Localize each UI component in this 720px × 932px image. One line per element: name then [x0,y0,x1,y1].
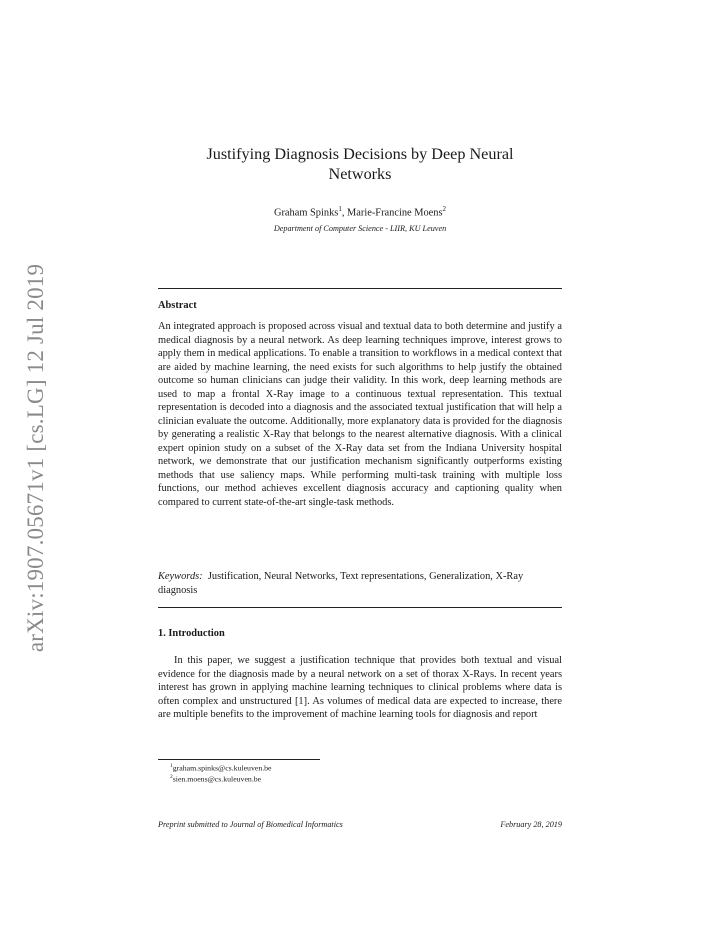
abstract-heading: Abstract [158,300,197,311]
paper-title: Justifying Diagnosis Decisions by Deep Neural Networks [206,145,514,183]
preprint-date: February 28, 2019 [500,820,562,829]
footnote-marker: 1 [338,205,342,213]
footnote [170,763,272,773]
footnote-rule [158,759,320,760]
author-name: Marie-Francine Moens [347,207,443,219]
footnote-mark: 1 [170,763,173,769]
keywords-text: Justification, Neural Networks, Text representations, Generalization, X-Ray diagnosis [158,571,524,596]
footnote [170,774,261,784]
author-separator: , [341,207,348,219]
section-heading: 1. Introduction [158,628,225,639]
keywords-label: Keywords: [158,571,203,582]
abstract-text: An integrated approach is proposed across visual and textual data to both determine and justify a medical diagnosis by a neural network. As deep learning techniques improve, interest grows to apply them in medical applications. To enable a transition to workflows in a medical context that are aided by machine learning, the need exists for such algorithms to help justify the obtained outcome so human clinicians can judge their validity. In this work, deep learning methods are used to map a frontal X-Ray image to a continuous textual representation. This textual representation is decoded into a diagnosis and the associated textual justification that will help a clinician evaluate the outcome. Additionally, more explanatory data is provided for the diagnosis by generating a realistic X-Ray that belongs to the nearest alternative diagnosis. With a clinical expert opinion study on a subset of the X-Ray data set from the Indiana University hospital network, we demonstrate that our justification mechanism significantly outperforms existing methods that use saliency maps. While performing multi-task training with multiple loss functions, our method achieves excellent diagnosis accuracy and captioning quality when compared to current state-of-the-art single-task methods. [158,321,562,508]
abstract-top-rule [158,288,562,289]
footnote-email: graham.spinks@cs.kuleuven.be [172,763,272,773]
footnote-mark: 2 [170,774,173,780]
arxiv-identifier [16,258,56,658]
footnote-marker: 2 [442,205,447,213]
abstract-bottom-rule [158,607,562,608]
preprint-note: Preprint submitted to Journal of Biomedical Informatics [158,820,343,829]
affiliation: Department of Computer Science - LIIR, KU Leuven [273,224,447,233]
footnote-email: sien.moens@cs.kuleuven.be [172,774,262,784]
author-name: Graham Spinks [273,207,339,219]
keywords [158,570,562,597]
author-list [158,205,562,218]
arxiv-identifier-text: arXiv:1907.05671v1 [cs.LG] 12 Jul 2019 [23,263,48,653]
introduction-text: In this paper, we suggest a justification technique that provides both textual and visual evidence for the diagnosis made by a neural network on a set of thorax X-Rays. In recent years interest has grown in applying machine learning techniques to clinical problems where data is often complex and unstructured [1]. As volumes of medical data are expected to increase, there are multiple benefits to the improvement of machine learning tools for diagnosis and report [158,655,562,720]
